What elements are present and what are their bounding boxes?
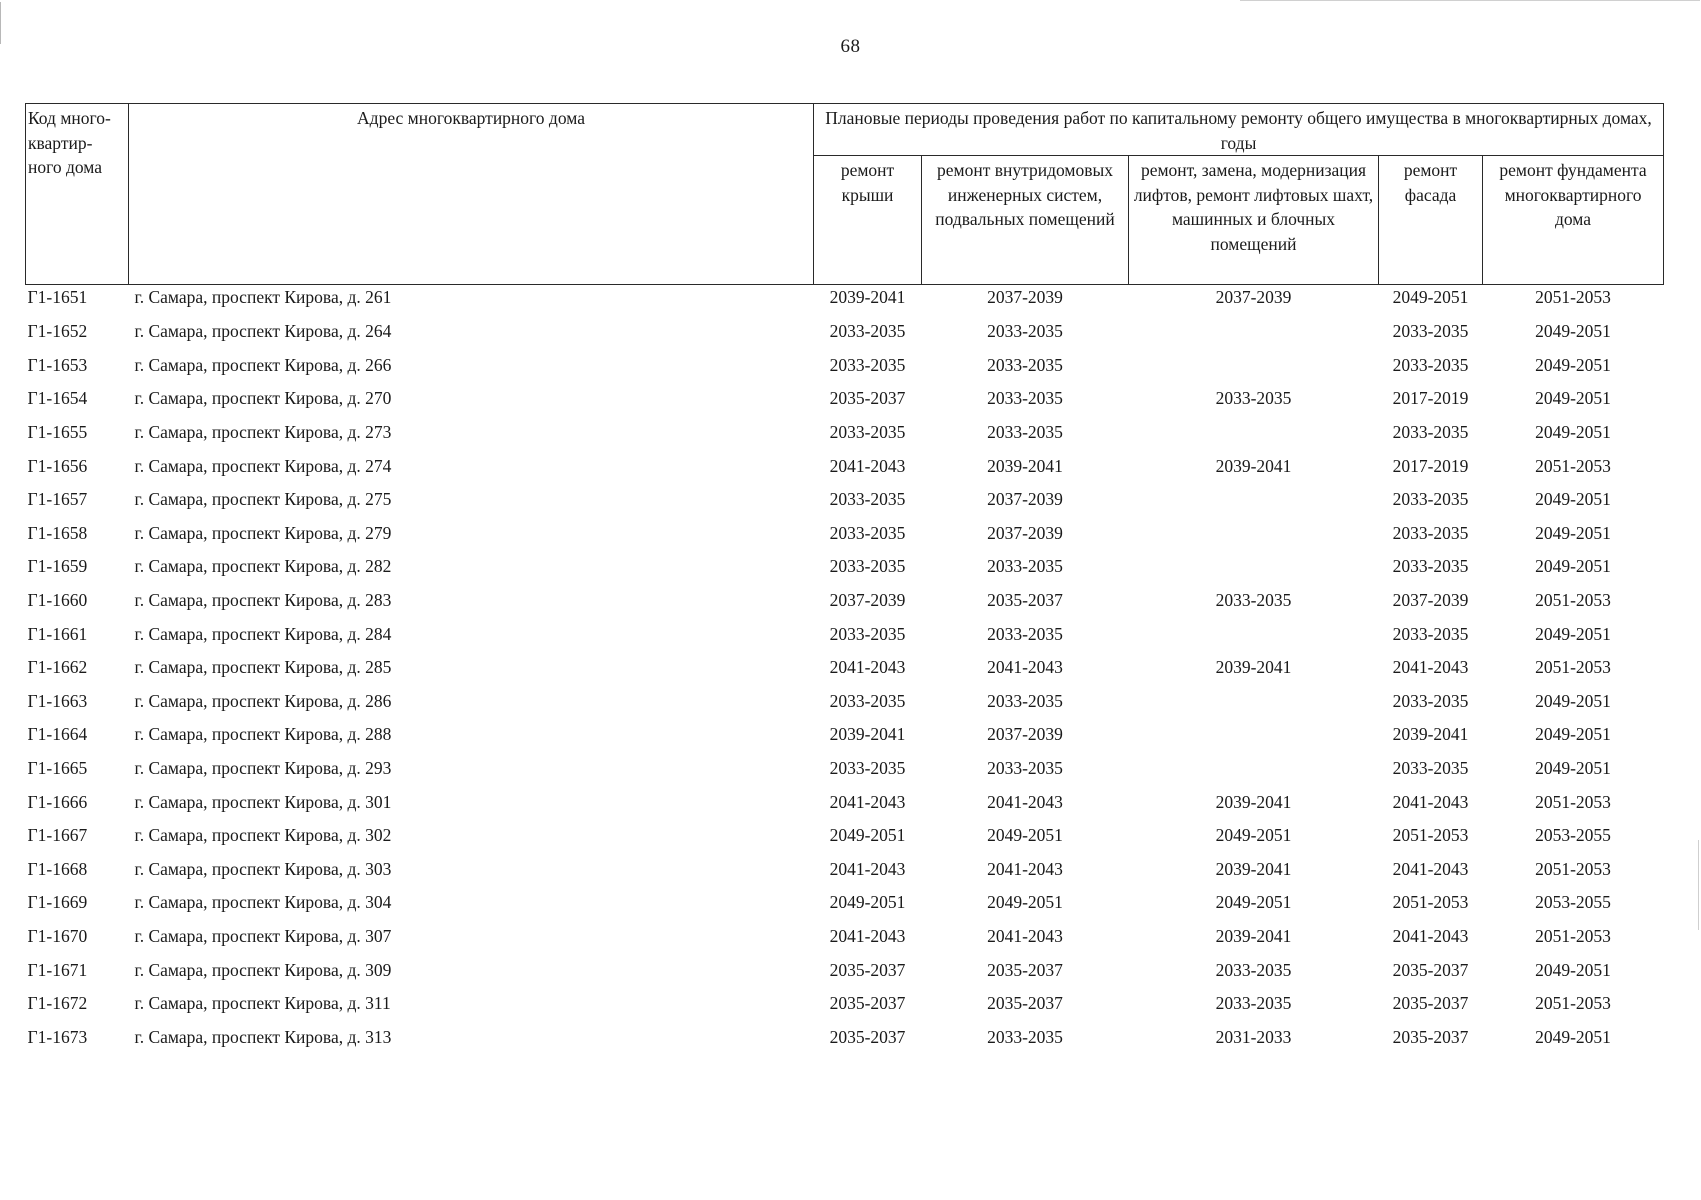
table-row — [26, 517, 1664, 551]
cell-code: Г1-1672 — [27, 993, 88, 1014]
cell-foundation: 2049-2051 — [1535, 758, 1611, 779]
table-row — [26, 853, 1664, 887]
cell-code: Г1-1668 — [27, 858, 88, 879]
cell-facade: 2051-2053 — [1392, 892, 1469, 913]
table-row — [26, 449, 1664, 483]
cell-systems: 2037-2039 — [987, 522, 1063, 543]
table-row — [26, 1020, 1664, 1054]
cell-elevators: 2039-2041 — [1215, 657, 1292, 678]
cell-roof: 2035-2037 — [829, 388, 906, 409]
cell-systems: 2037-2039 — [987, 489, 1063, 510]
cell-code: Г1-1660 — [27, 590, 88, 611]
cell-facade: 2033-2035 — [1392, 690, 1469, 711]
cell-code: Г1-1665 — [27, 758, 88, 779]
cell-systems: 2033-2035 — [987, 354, 1063, 375]
cell-elevators — [1129, 752, 1379, 786]
cell-foundation: 2049-2051 — [1535, 556, 1611, 577]
cell-address: г. Самара, проспект Кирова, д. 293 — [134, 758, 392, 779]
cell-elevators: 2037-2039 — [1215, 287, 1292, 307]
cell-facade: 2033-2035 — [1392, 489, 1469, 510]
cell-systems: 2035-2037 — [987, 959, 1063, 980]
cell-foundation: 2051-2053 — [1535, 657, 1611, 678]
cell-foundation: 2051-2053 — [1535, 287, 1611, 307]
cell-systems: 2033-2035 — [987, 321, 1063, 342]
cell-facade: 2035-2037 — [1392, 959, 1469, 980]
cell-code: Г1-1662 — [27, 657, 88, 678]
cell-facade: 2017-2019 — [1392, 388, 1469, 409]
cell-facade: 2041-2043 — [1392, 657, 1469, 678]
cell-code: Г1-1664 — [27, 724, 88, 745]
cell-elevators — [1129, 315, 1379, 349]
cell-facade: 2033-2035 — [1392, 623, 1469, 644]
cell-address: г. Самара, проспект Кирова, д. 304 — [134, 892, 392, 913]
cell-facade: 2049-2051 — [1392, 287, 1469, 307]
cell-elevators — [1129, 349, 1379, 383]
table-row — [26, 617, 1664, 651]
cell-elevators — [1129, 718, 1379, 752]
cell-facade: 2041-2043 — [1392, 791, 1469, 812]
cell-foundation: 2049-2051 — [1535, 623, 1611, 644]
cell-code: Г1-1652 — [27, 321, 88, 342]
cell-foundation: 2051-2053 — [1535, 925, 1611, 946]
cell-foundation: 2051-2053 — [1535, 791, 1611, 812]
scan-artifact — [1240, 0, 1700, 1]
cell-systems: 2033-2035 — [987, 1026, 1063, 1047]
column-group-header-periods: Плановые периоды проведения работ по капитальному ремонту общего имущества в многоквартирных домах, годы — [814, 104, 1664, 156]
cell-roof: 2033-2035 — [829, 422, 906, 443]
cell-roof: 2035-2037 — [829, 959, 906, 980]
cell-facade: 2035-2037 — [1392, 993, 1469, 1014]
cell-foundation: 2049-2051 — [1535, 321, 1611, 342]
cell-foundation: 2049-2051 — [1535, 422, 1611, 443]
table-row — [26, 584, 1664, 618]
cell-address: г. Самара, проспект Кирова, д. 301 — [134, 791, 392, 812]
cell-roof: 2049-2051 — [829, 892, 906, 913]
cell-roof: 2033-2035 — [829, 623, 906, 644]
cell-code: Г1-1651 — [27, 287, 88, 307]
scan-artifact — [1698, 840, 1699, 930]
cell-code: Г1-1671 — [27, 959, 88, 980]
cell-address: г. Самара, проспект Кирова, д. 307 — [134, 925, 392, 946]
cell-roof: 2049-2051 — [829, 825, 906, 846]
table-row — [26, 416, 1664, 450]
cell-systems: 2033-2035 — [987, 556, 1063, 577]
cell-roof: 2035-2037 — [829, 1026, 906, 1047]
cell-roof: 2035-2037 — [829, 993, 906, 1014]
cell-foundation: 2049-2051 — [1535, 489, 1611, 510]
table-row — [26, 752, 1664, 786]
cell-systems: 2035-2037 — [987, 590, 1063, 611]
table-row — [26, 315, 1664, 349]
cell-foundation: 2049-2051 — [1535, 959, 1611, 980]
table-row — [26, 920, 1664, 954]
cell-code: Г1-1669 — [27, 892, 88, 913]
cell-roof: 2033-2035 — [829, 489, 906, 510]
cell-address: г. Самара, проспект Кирова, д. 302 — [134, 825, 392, 846]
cell-systems: 2033-2035 — [987, 388, 1063, 409]
cell-systems: 2035-2037 — [987, 993, 1063, 1014]
cell-systems: 2041-2043 — [987, 657, 1063, 678]
cell-foundation: 2053-2055 — [1535, 892, 1611, 913]
cell-facade: 2039-2041 — [1392, 724, 1469, 745]
table-row — [26, 685, 1664, 719]
table-row — [26, 382, 1664, 416]
cell-systems: 2039-2041 — [987, 455, 1063, 476]
cell-address: г. Самара, проспект Кирова, д. 288 — [134, 724, 392, 745]
cell-facade: 2033-2035 — [1392, 758, 1469, 779]
cell-address: г. Самара, проспект Кирова, д. 275 — [134, 489, 392, 510]
cell-elevators: 2039-2041 — [1215, 791, 1292, 812]
cell-facade: 2033-2035 — [1392, 422, 1469, 443]
cell-roof: 2033-2035 — [829, 522, 906, 543]
cell-foundation: 2049-2051 — [1535, 690, 1611, 711]
cell-address: г. Самара, проспект Кирова, д. 303 — [134, 858, 392, 879]
cell-elevators — [1129, 416, 1379, 450]
cell-systems: 2033-2035 — [987, 758, 1063, 779]
cell-code: Г1-1654 — [27, 388, 88, 409]
cell-systems: 2041-2043 — [987, 791, 1063, 812]
cell-code: Г1-1670 — [27, 925, 88, 946]
cell-facade: 2017-2019 — [1392, 455, 1469, 476]
cell-elevators: 2033-2035 — [1215, 590, 1292, 611]
cell-elevators: 2039-2041 — [1215, 455, 1292, 476]
cell-roof: 2033-2035 — [829, 690, 906, 711]
cell-elevators — [1129, 517, 1379, 551]
column-header-code: Код много-квартир-ного дома — [26, 104, 129, 285]
cell-address: г. Самара, проспект Кирова, д. 270 — [134, 388, 392, 409]
cell-address: г. Самара, проспект Кирова, д. 264 — [134, 321, 392, 342]
table-row — [26, 349, 1664, 383]
table-row — [26, 953, 1664, 987]
cell-address: г. Самара, проспект Кирова, д. 261 — [134, 287, 392, 307]
cell-address: г. Самара, проспект Кирова, д. 274 — [134, 455, 392, 476]
table-row — [26, 785, 1664, 819]
cell-facade: 2033-2035 — [1392, 321, 1469, 342]
cell-facade: 2041-2043 — [1392, 925, 1469, 946]
cell-elevators: 2039-2041 — [1215, 858, 1292, 879]
cell-code: Г1-1673 — [27, 1026, 88, 1047]
cell-foundation: 2049-2051 — [1535, 522, 1611, 543]
page-number: 68 — [840, 36, 861, 57]
cell-roof: 2041-2043 — [829, 657, 906, 678]
cell-systems: 2037-2039 — [987, 724, 1063, 745]
table-row — [26, 285, 1664, 316]
cell-elevators: 2049-2051 — [1215, 892, 1292, 913]
cell-code: Г1-1656 — [27, 455, 88, 476]
table-row — [26, 483, 1664, 517]
cell-address: г. Самара, проспект Кирова, д. 284 — [134, 623, 392, 644]
cell-systems: 2037-2039 — [987, 287, 1063, 307]
cell-elevators: 2031-2033 — [1215, 1026, 1292, 1047]
cell-address: г. Самара, проспект Кирова, д. 283 — [134, 590, 392, 611]
cell-systems: 2041-2043 — [987, 858, 1063, 879]
cell-systems: 2041-2043 — [987, 925, 1063, 946]
cell-facade: 2037-2039 — [1392, 590, 1469, 611]
cell-roof: 2037-2039 — [829, 590, 906, 611]
cell-address: г. Самара, проспект Кирова, д. 282 — [134, 556, 392, 577]
cell-address: г. Самара, проспект Кирова, д. 273 — [134, 422, 392, 443]
cell-roof: 2041-2043 — [829, 455, 906, 476]
cell-systems: 2049-2051 — [987, 825, 1063, 846]
cell-roof: 2033-2035 — [829, 354, 906, 375]
cell-roof: 2033-2035 — [829, 758, 906, 779]
column-header-facade: ремонт фасада — [1379, 156, 1483, 285]
cell-address: г. Самара, проспект Кирова, д. 266 — [134, 354, 392, 375]
cell-code: Г1-1659 — [27, 556, 88, 577]
table-row — [26, 886, 1664, 920]
cell-facade: 2033-2035 — [1392, 354, 1469, 375]
column-header-roof: ремонт крыши — [814, 156, 922, 285]
cell-elevators — [1129, 550, 1379, 584]
cell-address: г. Самара, проспект Кирова, д. 311 — [134, 993, 391, 1014]
cell-elevators — [1129, 685, 1379, 719]
cell-elevators: 2033-2035 — [1215, 959, 1292, 980]
cell-address: г. Самара, проспект Кирова, д. 286 — [134, 690, 392, 711]
cell-roof: 2039-2041 — [829, 724, 906, 745]
cell-roof: 2041-2043 — [829, 791, 906, 812]
cell-code: Г1-1666 — [27, 791, 88, 812]
column-header-address: Адрес многоквартирного дома — [129, 104, 814, 285]
cell-foundation: 2049-2051 — [1535, 724, 1611, 745]
cell-roof: 2041-2043 — [829, 925, 906, 946]
table-row — [26, 819, 1664, 853]
table-header — [26, 104, 1664, 285]
cell-address: г. Самара, проспект Кирова, д. 313 — [134, 1026, 392, 1047]
cell-elevators: 2039-2041 — [1215, 925, 1292, 946]
cell-roof: 2041-2043 — [829, 858, 906, 879]
cell-facade: 2041-2043 — [1392, 858, 1469, 879]
cell-code: Г1-1653 — [27, 354, 88, 375]
cell-systems: 2033-2035 — [987, 623, 1063, 644]
cell-code: Г1-1661 — [27, 623, 88, 644]
cell-foundation: 2051-2053 — [1535, 455, 1611, 476]
cell-foundation: 2053-2055 — [1535, 825, 1611, 846]
cell-elevators: 2033-2035 — [1215, 388, 1292, 409]
cell-facade: 2051-2053 — [1392, 825, 1469, 846]
cell-foundation: 2051-2053 — [1535, 590, 1611, 611]
table-row — [26, 651, 1664, 685]
cell-foundation: 2049-2051 — [1535, 388, 1611, 409]
table-row — [26, 718, 1664, 752]
cell-code: Г1-1657 — [27, 489, 88, 510]
table-body — [26, 285, 1664, 1055]
cell-systems: 2033-2035 — [987, 422, 1063, 443]
cell-elevators: 2033-2035 — [1215, 993, 1292, 1014]
cell-code: Г1-1655 — [27, 422, 88, 443]
cell-address: г. Самара, проспект Кирова, д. 285 — [134, 657, 392, 678]
cell-foundation: 2049-2051 — [1535, 1026, 1611, 1047]
cell-systems: 2033-2035 — [987, 690, 1063, 711]
cell-code: Г1-1667 — [27, 825, 88, 846]
table-row — [26, 987, 1664, 1021]
cell-elevators — [1129, 483, 1379, 517]
cell-roof: 2039-2041 — [829, 287, 906, 307]
cell-address: г. Самара, проспект Кирова, д. 309 — [134, 959, 392, 980]
cell-elevators — [1129, 617, 1379, 651]
cell-roof: 2033-2035 — [829, 321, 906, 342]
cell-foundation: 2049-2051 — [1535, 354, 1611, 375]
cell-facade: 2035-2037 — [1392, 1026, 1469, 1047]
cell-elevators: 2049-2051 — [1215, 825, 1292, 846]
cell-foundation: 2051-2053 — [1535, 858, 1611, 879]
cell-foundation: 2051-2053 — [1535, 993, 1611, 1014]
column-header-elevators: ремонт, замена, модернизация лифтов, ремонт лифтовых шахт, машинных и блочных помещений — [1129, 156, 1379, 285]
column-header-foundation: ремонт фундамента многоквартирного дома — [1483, 156, 1664, 285]
cell-roof: 2033-2035 — [829, 556, 906, 577]
table-row — [26, 550, 1664, 584]
capital-repair-schedule-table — [25, 103, 1664, 1054]
cell-systems: 2049-2051 — [987, 892, 1063, 913]
cell-code: Г1-1658 — [27, 522, 88, 543]
column-header-systems: ремонт внутридомовых инженерных систем, подвальных помещений — [922, 156, 1129, 285]
cell-facade: 2033-2035 — [1392, 556, 1469, 577]
cell-address: г. Самара, проспект Кирова, д. 279 — [134, 522, 392, 543]
cell-code: Г1-1663 — [27, 690, 88, 711]
cell-facade: 2033-2035 — [1392, 522, 1469, 543]
